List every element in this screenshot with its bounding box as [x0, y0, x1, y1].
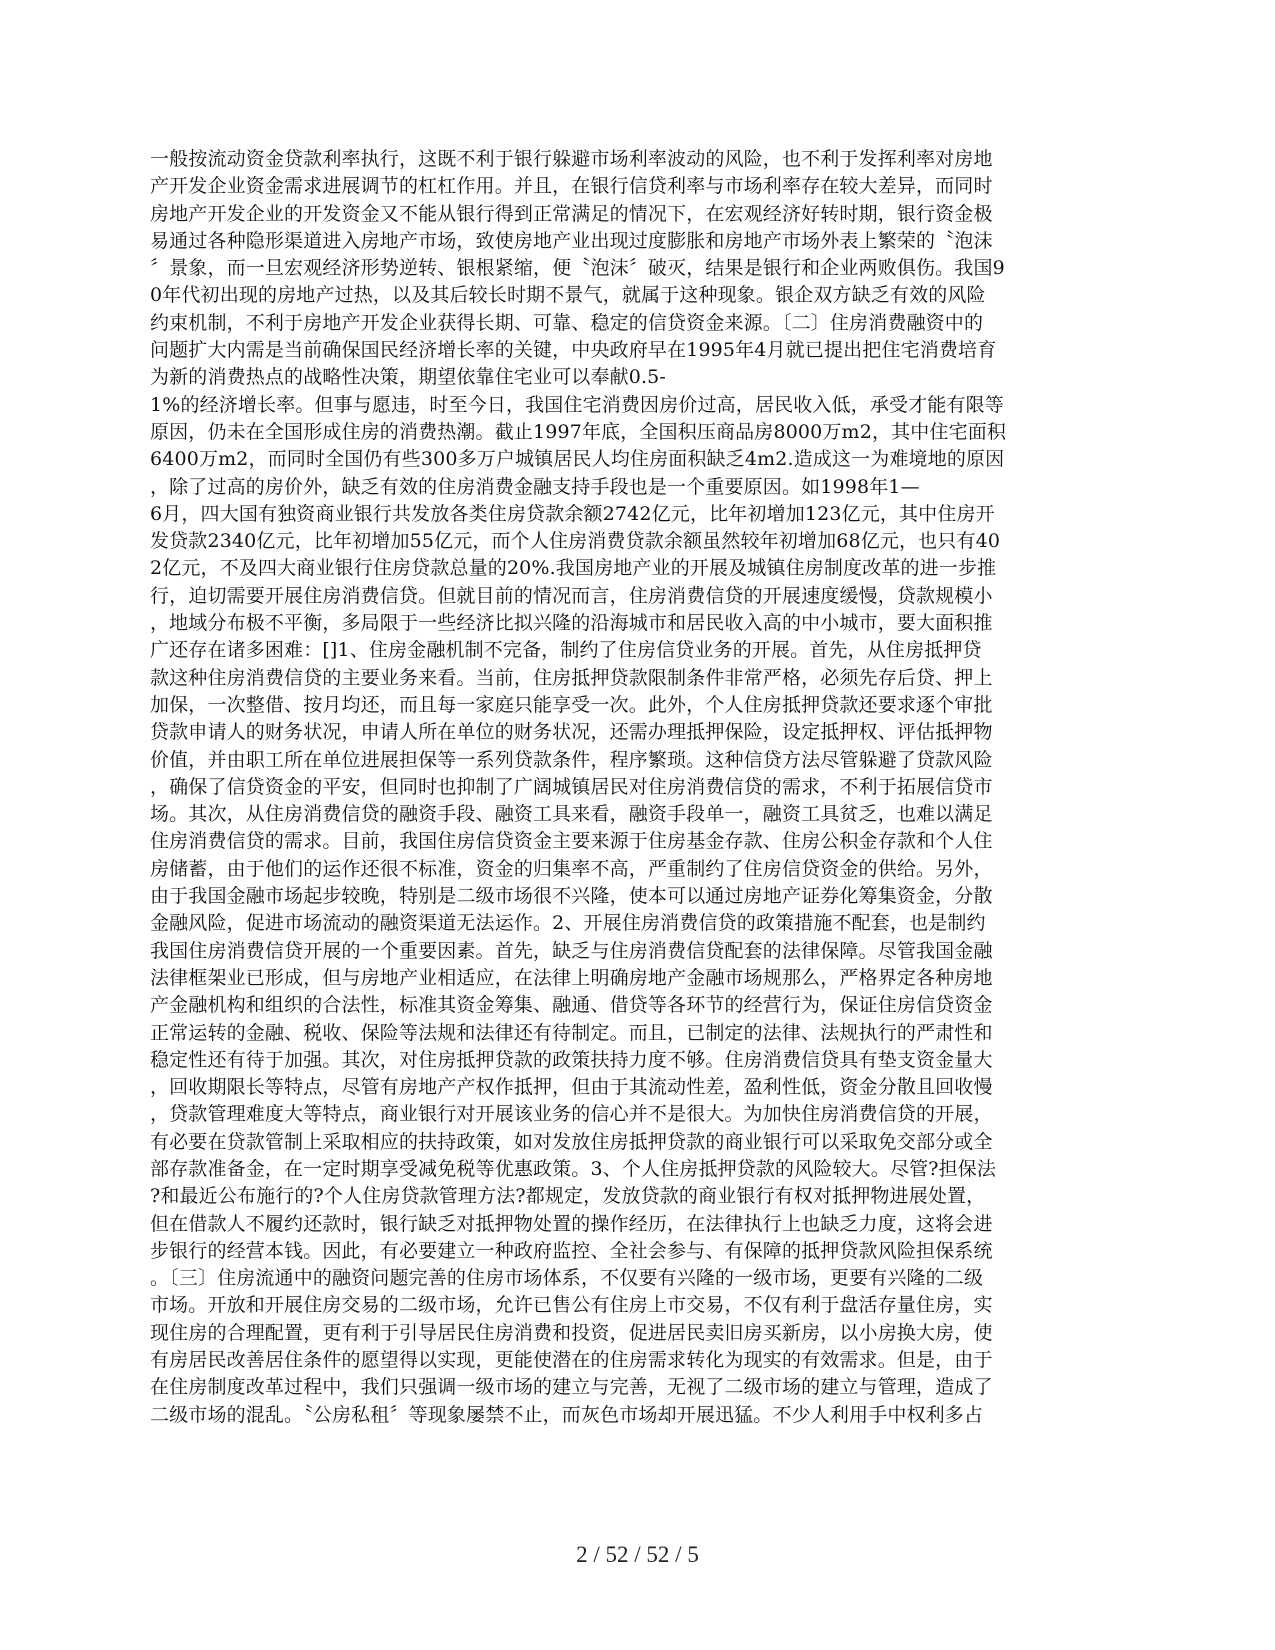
- text-line: 价值，并由职工所在单位进展担保等一系列贷款条件，程序繁琐。这种信贷方法尽管躲避了贷款风险: [150, 748, 993, 771]
- text-line: 。〔三〕住房流通中的融资问题完善的住房市场体系，不仅要有兴隆的一级市场，更要有兴隆的二级: [150, 1267, 984, 1290]
- text-line: 加保，一次整借、按月均还，而且每一家庭只能享受一次。此外，个人住房抵押贷款还要求逐个审批: [150, 693, 993, 716]
- text-line: 〞景象，而一旦宏观经济形势逆转、银根紧缩，便〝泡沫〞破灭，结果是银行和企业两败俱伤。我国9: [150, 257, 1005, 280]
- text-line: 步银行的经营本钱。因此，有必要建立一种政府监控、全社会参与、有保障的抵押贷款风险担保系统: [150, 1239, 993, 1262]
- text-line: ，除了过高的房价外，缺乏有效的住房消费金融支持手段也是一个重要原因。如1998年1—: [150, 475, 920, 498]
- text-line: 正常运转的金融、税收、保险等法规和法律还有待制定。而且，已制定的法律、法规执行的严肃性和: [150, 1021, 993, 1044]
- text-line: 原因，仍未在全国形成住房的消费热潮。截止1997年底，全国积压商品房8000万m2，其中住宅面积: [150, 420, 1007, 443]
- text-line: 易通过各种隐形渠道进入房地产市场，致使房地产业出现过度膨胀和房地产市场外表上繁荣的〝泡沫: [150, 229, 993, 252]
- text-line: 有必要在贷款管制上采取相应的扶持政策，如对发放住房抵押贷款的商业银行可以采取免交部分或全: [150, 1130, 993, 1153]
- text-line: 0年代初出现的房地产过热，以及其后较长时期不景气，就属于这种现象。银企双方缺乏有效的风险: [150, 284, 986, 307]
- text-line: 法律框架业已形成，但与房地产业相适应，在法律上明确房地产金融市场规那么，严格界定各种房地: [150, 966, 993, 989]
- text-line: 6月，四大国有独资商业银行共发放各类住房贷款余额2742亿元，比年初增加123亿元，其中住房开: [150, 502, 995, 525]
- text-line: 二级市场的混乱。〝公房私租〞等现象屡禁不止，而灰色市场却开展迅猛。不少人利用手中权利多占: [150, 1403, 984, 1426]
- text-line: 由于我国金融市场起步较晚，特别是二级市场很不兴隆，使本可以通过房地产证券化筹集资金，分散: [150, 885, 993, 908]
- text-line: 现住房的合理配置，更有利于引导居民住房消费和投资，促进居民卖旧房买新房，以小房换大房，使: [150, 1321, 993, 1344]
- text-line: 款这种住房消费信贷的主要业务来看。当前，住房抵押贷款限制条件非常严格，必须先存后贷、押上: [150, 666, 993, 689]
- text-line: ，回收期限长等特点，尽管有房地产产权作抵押，但由于其流动性差，盈利性低，资金分散且回收慢: [150, 1076, 993, 1099]
- text-line: 在住房制度改革过程中，我们只强调一级市场的建立与完善，无视了二级市场的建立与管理，造成了: [150, 1376, 993, 1399]
- text-line: 1%的经济增长率。但事与愿违，时至今日，我国住宅消费因房价过高，居民收入低，承受才能有限等: [150, 393, 1004, 416]
- text-line: 产开发企业资金需求进展调节的杠杠作用。并且，在银行信贷利率与市场利率存在较大差异，而同时: [150, 175, 993, 198]
- text-line: 住房消费信贷的需求。目前，我国住房信贷资金主要来源于住房基金存款、住房公积金存款和个人住: [150, 830, 993, 853]
- text-line: 问题扩大内需是当前确保国民经济增长率的关键，中央政府早在1995年4月就已提出把住宅消费培育: [150, 339, 997, 362]
- text-line: ，贷款管理难度大等特点，商业银行对开展该业务的信心并不是很大。为加快住房消费信贷的开展，: [150, 1103, 993, 1126]
- text-line: 金融风险，促进市场流动的融资渠道无法运作。2、开展住房消费信贷的政策措施不配套，也是制约: [150, 912, 986, 935]
- text-line: 广还存在诸多困难：[]1、住房金融机制不完备，制约了住房信贷业务的开展。首先，从住房抵押贷: [150, 639, 982, 662]
- text-line: ，地域分布极不平衡，多局限于一些经济比拟兴隆的沿海城市和居民收入高的中小城市，要大面积推: [150, 612, 993, 635]
- text-line: 产金融机构和组织的合法性，标准其资金筹集、融通、借贷等各环节的经营行为，保证住房信贷资金: [150, 994, 993, 1017]
- text-line: 部存款准备金，在一定时期享受减免税等优惠政策。3、个人住房抵押贷款的风险较大。尽管?担保法: [150, 1157, 997, 1180]
- text-line: 为新的消费热点的战略性决策，期望依靠住宅业可以奉献0.5-: [150, 366, 666, 389]
- text-line: 有房居民改善居住条件的愿望得以实现，更能使潜在的住房需求转化为现实的有效需求。但是，由于: [150, 1349, 993, 1372]
- text-line: 贷款申请人的财务状况，申请人所在单位的财务状况，还需办理抵押保险，设定抵押权、评估抵押物: [150, 721, 993, 744]
- text-line: 但在借款人不履约还款时，银行缺乏对抵押物处置的操作经历，在法律执行上也缺乏力度，这将会进: [150, 1212, 993, 1235]
- text-line: 场。其次，从住房消费信贷的融资手段、融资工具来看，融资手段单一，融资工具贫乏，也难以满足: [150, 803, 993, 826]
- text-line: 行，迫切需要开展住房消费信贷。但就目前的情况而言，住房消费信贷的开展速度缓慢，贷款规模小: [150, 584, 993, 607]
- text-line: 我国住房消费信贷开展的一个重要因素。首先，缺乏与住房消费信贷配套的法律保障。尽管我国金融: [150, 939, 993, 962]
- text-line: 市场。开放和开展住房交易的二级市场，允许已售公有住房上市交易，不仅有利于盘活存量住房，实: [150, 1294, 993, 1317]
- body-text: [150, 146, 1125, 1429]
- text-line: 稳定性还有待于加强。其次，对住房抵押贷款的政策扶持力度不够。住房消费信贷具有垫支资金量大: [150, 1048, 993, 1071]
- text-line: 2亿元，不及四大商业银行住房贷款总量的20%.我国房地产业的开展及城镇住房制度改革的进一步推: [150, 557, 997, 580]
- text-line: 6400万m2，而同时全国仍有些300多万户城镇居民人均住房面积缺乏4m2.造成这一为难境地的原因: [150, 448, 1005, 471]
- text-line: 发贷款2340亿元，比年初增加55亿元，而个人住房消费贷款余额虽然较年初增加68亿元，也只有40: [150, 530, 1001, 553]
- text-line: ?和最近公布施行的?个人住房贷款管理方法?都规定，发放贷款的商业银行有权对抵押物进展处置，: [150, 1185, 986, 1208]
- page-number: 2 / 52 / 52 / 5: [576, 1542, 699, 1567]
- text-line: 一般按流动资金贷款利率执行，这既不利于银行躲避市场利率波动的风险，也不利于发挥利率对房地: [150, 148, 993, 170]
- text-line: ，确保了信贷资金的平安，但同时也抑制了广阔城镇居民对住房消费信贷的需求，不利于拓展信贷市: [150, 775, 993, 798]
- text-line: 约束机制，不利于房地产开发企业获得长期、可靠、稳定的信贷资金来源。〔二〕住房消费融资中的: [150, 311, 984, 334]
- text-line: 房地产开发企业的开发资金又不能从银行得到正常满足的情况下，在宏观经济好转时期，银行资金极: [150, 202, 993, 225]
- text-line: 房储蓄，由于他们的运作还很不标准，资金的归集率不高，严重制约了住房信贷资金的供给。另外，: [150, 857, 993, 880]
